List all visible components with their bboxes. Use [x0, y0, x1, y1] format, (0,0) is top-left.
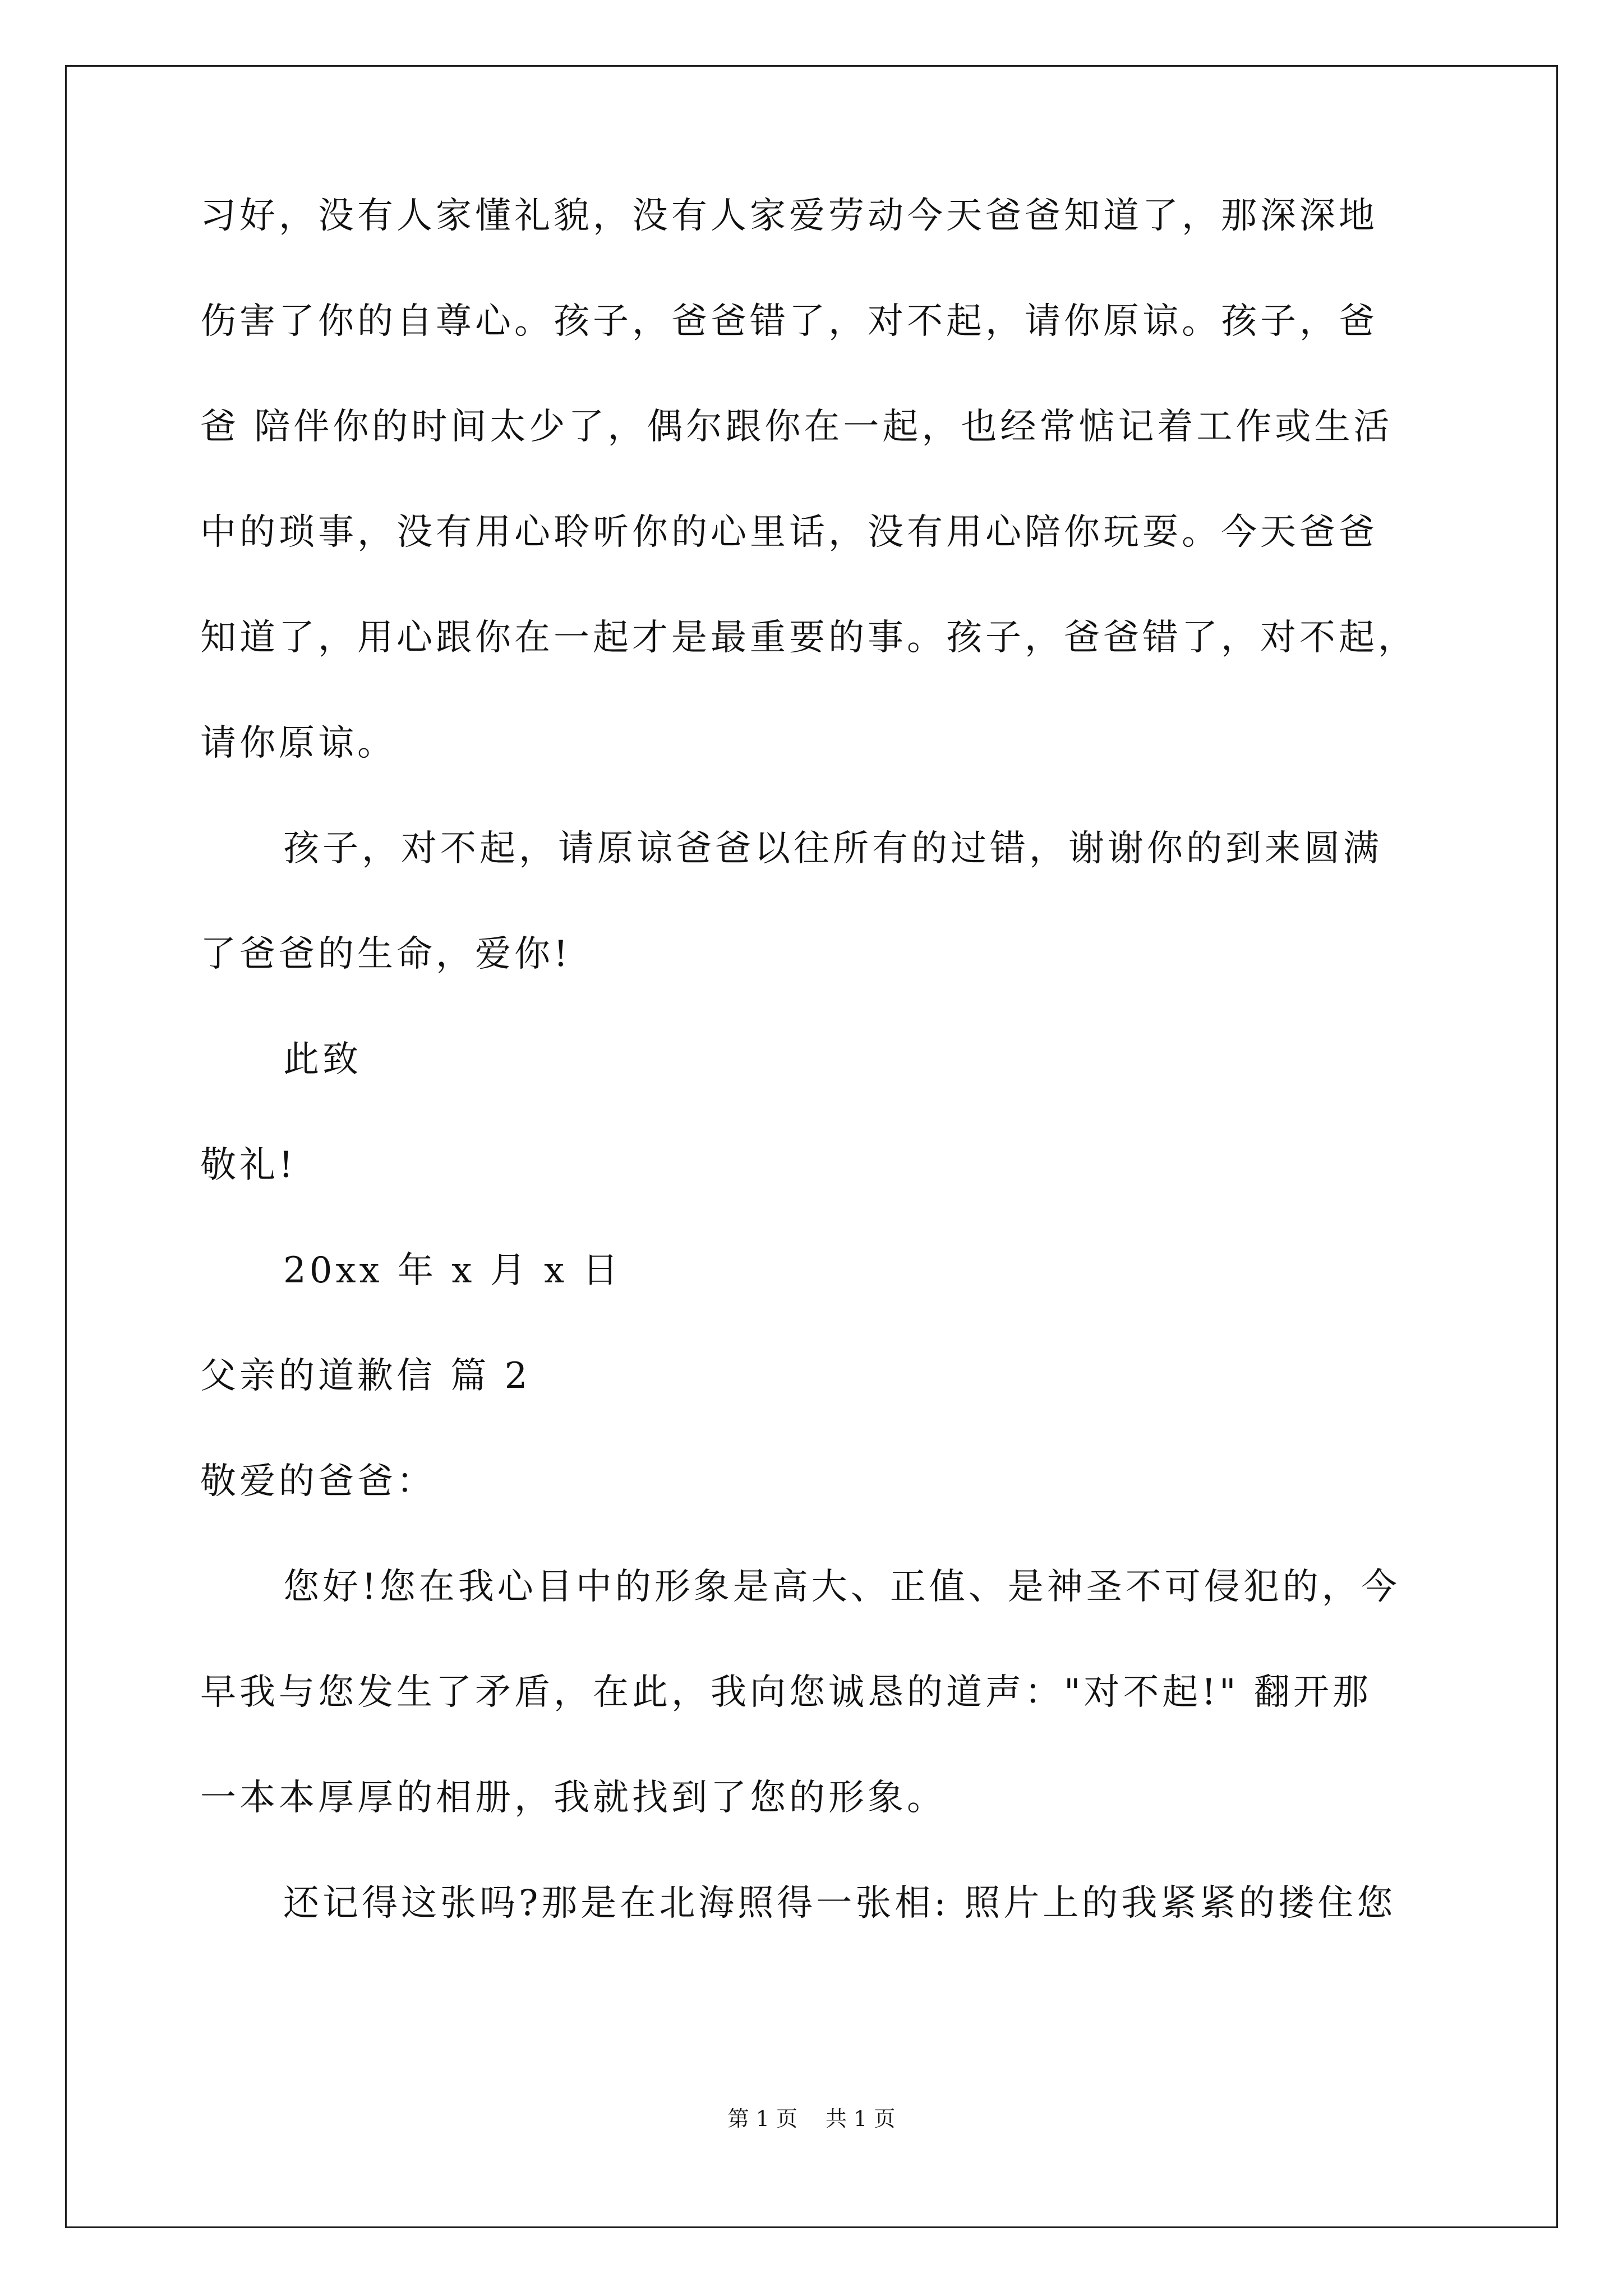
- paragraph-line: 孩子，对不起，请原谅爸爸以往所有的过错，谢谢你的到来圆满: [283, 828, 1382, 869]
- paragraph-line: 您好!您在我心目中的形象是高大、正值、是神圣不可侵犯的，今: [283, 1566, 1400, 1608]
- letter-date: 20xx 年 x 月 x 日: [283, 1250, 622, 1291]
- paragraph-line: 知道了，用心跟你在一起才是最重要的事。孩子，爸爸错了，对不起，: [200, 617, 1417, 659]
- page-number: 第 1 页: [727, 2106, 797, 2131]
- paragraph-line: 中的琐事，没有用心聆听你的心里话，没有用心陪你玩耍。今天爸爸: [200, 512, 1378, 553]
- paragraph-line: 还记得这张吗?那是在北海照得一张相: 照片上的我紧紧的搂住您: [283, 1883, 1396, 1924]
- page-total: 共 1 页: [826, 2106, 896, 2131]
- paragraph-line: 早我与您发生了矛盾，在此，我向您诚恳的道声："对不起!" 翻开那: [200, 1672, 1372, 1713]
- paragraph-line: 爸 陪伴你的时间太少了，偶尔跟你在一起，也经常惦记着工作或生活: [200, 406, 1393, 448]
- closing-salutation: 此致: [283, 1039, 362, 1080]
- letter-greeting: 敬爱的爸爸：: [200, 1461, 436, 1502]
- section-heading: 父亲的道歉信 篇 2: [200, 1355, 531, 1397]
- paragraph-line: 习好，没有人家懂礼貌，没有人家爱劳动今天爸爸知道了，那深深地: [200, 195, 1378, 237]
- paragraph-line: 请你原谅。: [200, 723, 396, 764]
- closing-regards: 敬礼!: [200, 1144, 297, 1186]
- page-footer: [0, 2105, 1623, 2133]
- paragraph-line: 一本本厚厚的相册，我就找到了您的形象。: [200, 1777, 946, 1819]
- paragraph-line: 伤害了你的自尊心。孩子，爸爸错了，对不起，请你原谅。孩子，爸: [200, 301, 1378, 342]
- paragraph-line: 了爸爸的生命，爱你!: [200, 933, 571, 975]
